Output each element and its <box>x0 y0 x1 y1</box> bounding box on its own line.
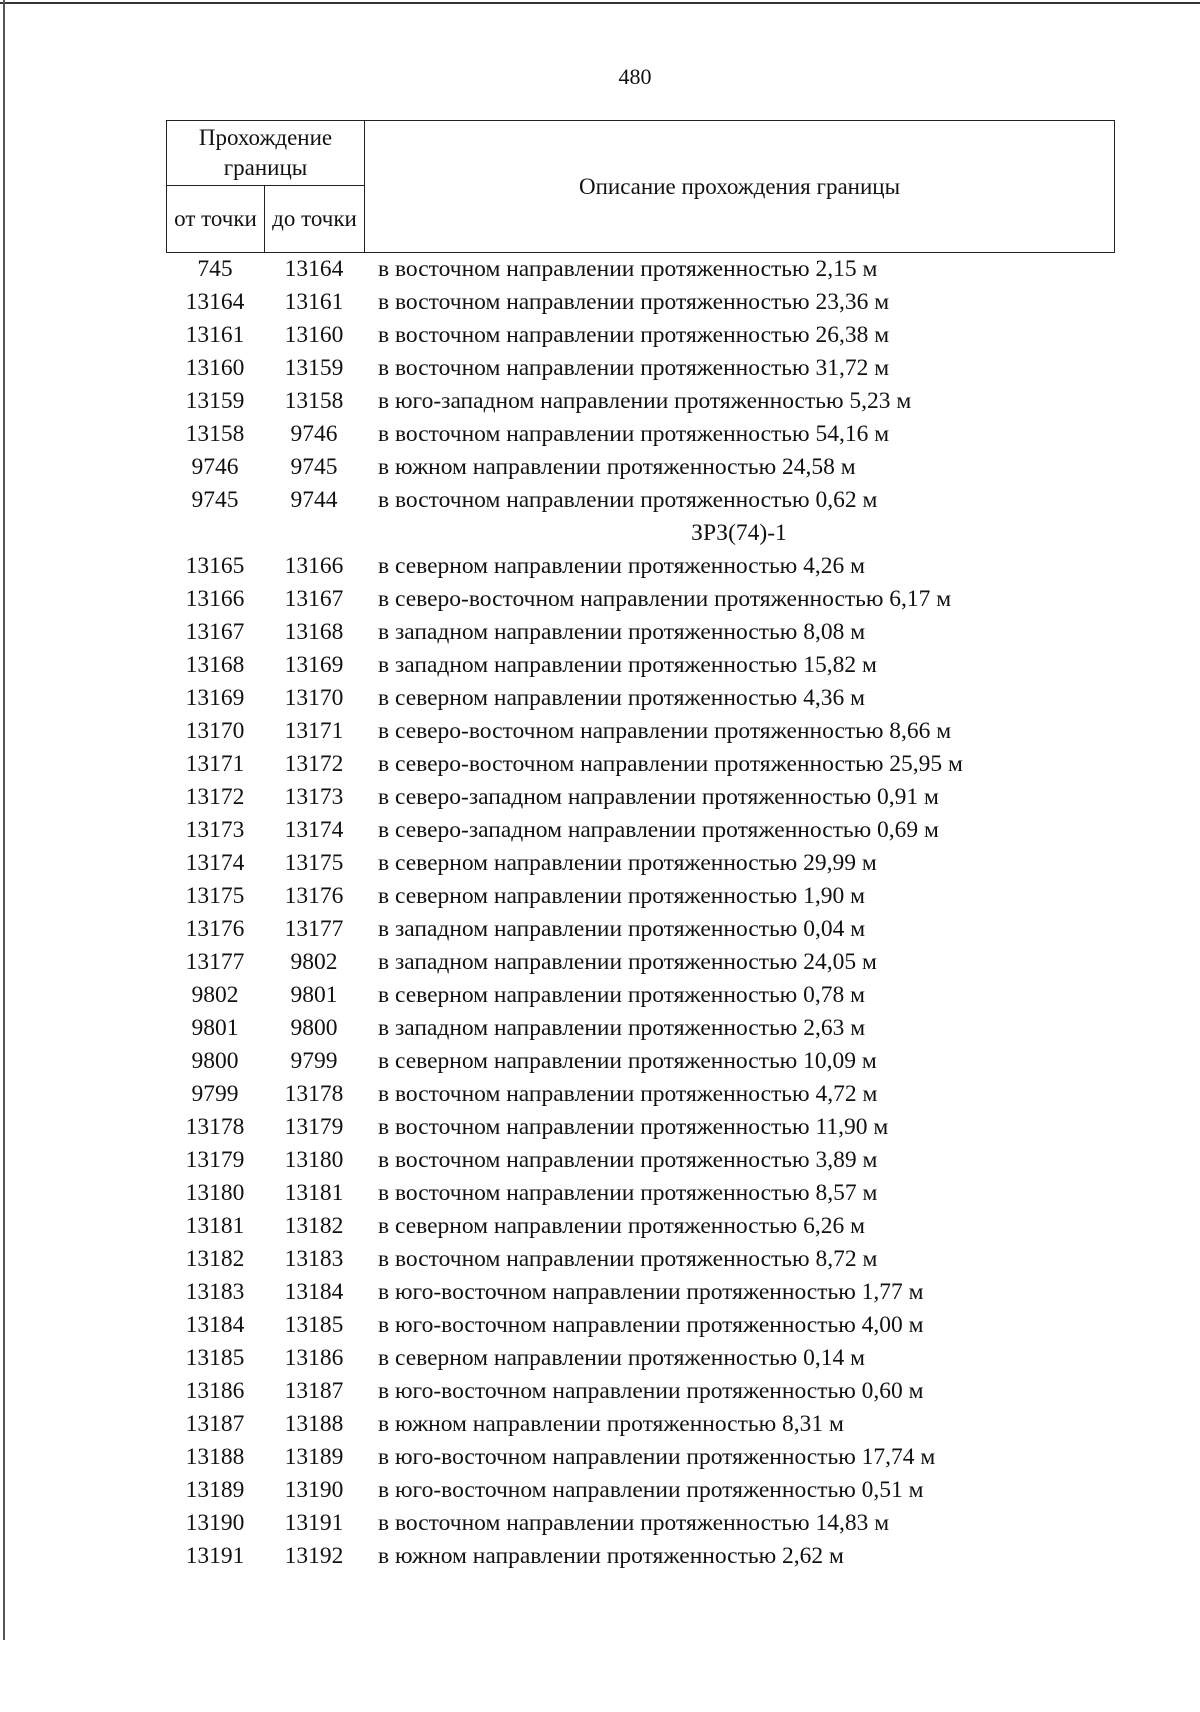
from-point: 13178 <box>185 1114 245 1140</box>
table-row <box>166 1144 1114 1177</box>
row-description: в северном направлении протяженностью 4,26 м <box>378 553 865 579</box>
from-point: 13176 <box>185 916 245 942</box>
from-point: 13180 <box>185 1180 245 1206</box>
from-point: 9799 <box>191 1081 239 1107</box>
to-point: 13173 <box>284 784 344 810</box>
to-point: 9800 <box>290 1015 338 1041</box>
to-point: 13159 <box>284 355 344 381</box>
row-description: в восточном направлении протяженностью 14,83 м <box>378 1510 890 1536</box>
table-row <box>166 1309 1114 1342</box>
table-row <box>166 583 1114 616</box>
row-description: в восточном направлении протяженностью 8,57 м <box>378 1180 878 1206</box>
to-point: 13158 <box>284 388 344 414</box>
header-description: Описание прохождения границы <box>365 121 1115 253</box>
to-point: 13176 <box>284 883 344 909</box>
row-description: в западном направлении протяженностью 2,63 м <box>378 1015 866 1041</box>
to-point: 9746 <box>290 421 338 447</box>
row-description: в северо-восточном направлении протяженностью 6,17 м <box>378 586 952 612</box>
table-row <box>166 748 1114 781</box>
to-point: 13187 <box>284 1378 344 1404</box>
row-description: в юго-восточном направлении протяженностью 1,77 м <box>378 1279 924 1305</box>
from-point: 13175 <box>185 883 245 909</box>
row-description: в северном направлении протяженностью 0,78 м <box>378 982 865 1008</box>
row-description: в северном направлении протяженностью 1,90 м <box>378 883 865 909</box>
to-point: 13168 <box>284 619 344 645</box>
from-point: 13187 <box>185 1411 245 1437</box>
from-point: 13170 <box>185 718 245 744</box>
page-number: 480 <box>618 64 652 89</box>
from-point: 9746 <box>191 454 239 480</box>
to-point: 9799 <box>290 1048 338 1074</box>
to-point: 13188 <box>284 1411 344 1437</box>
to-point: 13182 <box>284 1213 344 1239</box>
to-point: 13192 <box>284 1543 344 1569</box>
rows-part-2 <box>166 550 1114 1573</box>
table-row <box>166 1276 1114 1309</box>
table-row <box>166 1342 1114 1375</box>
to-point: 13164 <box>284 256 344 282</box>
to-point: 13171 <box>284 718 344 744</box>
from-point: 13164 <box>185 289 245 315</box>
from-point: 13179 <box>185 1147 245 1173</box>
row-description: в восточном направлении протяженностью 3,89 м <box>378 1147 878 1173</box>
from-point: 9800 <box>191 1048 239 1074</box>
from-point: 13168 <box>185 652 245 678</box>
to-point: 13179 <box>284 1114 344 1140</box>
from-point: 13174 <box>185 850 245 876</box>
table-row <box>166 253 1114 286</box>
table-header <box>166 120 1115 253</box>
to-point: 13172 <box>284 751 344 777</box>
table-row <box>166 550 1114 583</box>
to-point: 13160 <box>284 322 344 348</box>
from-point: 9745 <box>191 487 239 513</box>
from-point: 13169 <box>185 685 245 711</box>
row-description: в северном направлении протяженностью 0,14 м <box>378 1345 865 1371</box>
row-description: в юго-восточном направлении протяженностью 17,74 м <box>378 1444 936 1470</box>
row-description: в западном направлении протяженностью 24,05 м <box>378 949 877 975</box>
row-description: в северном направлении протяженностью 29,99 м <box>378 850 877 876</box>
from-point: 13184 <box>185 1312 245 1338</box>
row-description: в восточном направлении протяженностью 31,72 м <box>378 355 890 381</box>
row-description: в южном направлении протяженностью 2,62 м <box>378 1543 844 1569</box>
from-point: 13177 <box>185 949 245 975</box>
table-row <box>166 1177 1114 1210</box>
table-row <box>166 1210 1114 1243</box>
to-point: 13175 <box>284 850 344 876</box>
to-point: 13183 <box>284 1246 344 1272</box>
table-row <box>166 946 1114 979</box>
table-row <box>166 814 1114 847</box>
table-row <box>166 319 1114 352</box>
table-row <box>166 880 1114 913</box>
table-row <box>166 1045 1114 1078</box>
row-description: в юго-западном направлении протяженностью 5,23 м <box>378 388 912 414</box>
from-point: 13181 <box>185 1213 245 1239</box>
to-point: 13167 <box>284 586 344 612</box>
to-point: 9745 <box>290 454 338 480</box>
from-point: 13188 <box>185 1444 245 1470</box>
to-point: 13177 <box>284 916 344 942</box>
row-description: в восточном направлении протяженностью 0,62 м <box>378 487 878 513</box>
from-point: 13166 <box>185 586 245 612</box>
top-border-line <box>0 2 1200 4</box>
row-description: в северном направлении протяженностью 10,09 м <box>378 1048 877 1074</box>
table-row <box>166 913 1114 946</box>
row-description: в северо-восточном направлении протяженностью 25,95 м <box>378 751 963 777</box>
table-row <box>166 352 1114 385</box>
row-description: в северном направлении протяженностью 6,26 м <box>378 1213 865 1239</box>
to-point: 9744 <box>290 487 338 513</box>
table-row <box>166 979 1114 1012</box>
table-row <box>166 1408 1114 1441</box>
header-passage: Прохождение границы <box>167 121 365 186</box>
from-point: 13183 <box>185 1279 245 1305</box>
from-point: 13159 <box>185 388 245 414</box>
to-point: 13180 <box>284 1147 344 1173</box>
rows-part-1 <box>166 253 1114 517</box>
from-point: 13190 <box>185 1510 245 1536</box>
from-point: 13189 <box>185 1477 245 1503</box>
from-point: 13191 <box>185 1543 245 1569</box>
to-point: 13174 <box>284 817 344 843</box>
table-row <box>166 418 1114 451</box>
row-description: в восточном направлении протяженностью 11,90 м <box>378 1114 889 1140</box>
to-point: 13185 <box>284 1312 344 1338</box>
to-point: 13190 <box>284 1477 344 1503</box>
table-row <box>166 1474 1114 1507</box>
row-description: в восточном направлении протяженностью 4,72 м <box>378 1081 878 1107</box>
table-row <box>166 451 1114 484</box>
table-row <box>166 1012 1114 1045</box>
from-point: 13172 <box>185 784 245 810</box>
from-point: 13171 <box>185 751 245 777</box>
row-description: в западном направлении протяженностью 0,04 м <box>378 916 866 942</box>
from-point: 13160 <box>185 355 245 381</box>
row-description: в северо-западном направлении протяженностью 0,91 м <box>378 784 939 810</box>
table-row <box>166 715 1114 748</box>
to-point: 9802 <box>290 949 338 975</box>
from-point: 9802 <box>191 982 239 1008</box>
table-row <box>166 781 1114 814</box>
row-description: в восточном направлении протяженностью 26,38 м <box>378 322 890 348</box>
table-row <box>166 649 1114 682</box>
table-row <box>166 1111 1114 1144</box>
from-point: 13165 <box>185 553 245 579</box>
to-point: 13186 <box>284 1345 344 1371</box>
table-row <box>166 847 1114 880</box>
table-row <box>166 1375 1114 1408</box>
row-description: в юго-восточном направлении протяженностью 4,00 м <box>378 1312 924 1338</box>
left-border-line <box>3 0 5 1640</box>
row-description: в западном направлении протяженностью 8,08 м <box>378 619 866 645</box>
row-description: в восточном направлении протяженностью 2,15 м <box>378 256 878 282</box>
table-row <box>166 385 1114 418</box>
row-description: в юго-восточном направлении протяженностью 0,51 м <box>378 1477 924 1503</box>
row-description: в южном направлении протяженностью 24,58 м <box>378 454 856 480</box>
header-to: до точки <box>265 186 365 253</box>
table-row <box>166 1078 1114 1111</box>
row-description: в восточном направлении протяженностью 23,36 м <box>378 289 890 315</box>
boundary-rows <box>166 253 1114 1573</box>
table-row <box>166 682 1114 715</box>
to-point: 13178 <box>284 1081 344 1107</box>
table-row <box>166 1243 1114 1276</box>
row-description: в южном направлении протяженностью 8,31 м <box>378 1411 844 1437</box>
table-row <box>166 1507 1114 1540</box>
to-point: 13166 <box>284 553 344 579</box>
to-point: 13184 <box>284 1279 344 1305</box>
row-description: в северном направлении протяженностью 4,36 м <box>378 685 865 711</box>
to-point: 9801 <box>290 982 338 1008</box>
section-title: ЗРЗ(74)-1 <box>691 520 787 546</box>
table-row <box>166 1540 1114 1573</box>
from-point: 13186 <box>185 1378 245 1404</box>
from-point: 13173 <box>185 817 245 843</box>
to-point: 13191 <box>284 1510 344 1536</box>
from-point: 13182 <box>185 1246 245 1272</box>
to-point: 13181 <box>284 1180 344 1206</box>
row-description: в восточном направлении протяженностью 54,16 м <box>378 421 890 447</box>
from-point: 9801 <box>191 1015 239 1041</box>
table-row <box>166 1441 1114 1474</box>
table-row <box>166 286 1114 319</box>
to-point: 13170 <box>284 685 344 711</box>
row-description: в восточном направлении протяженностью 8,72 м <box>378 1246 878 1272</box>
row-description: в западном направлении протяженностью 15,82 м <box>378 652 877 678</box>
row-description: в северо-западном направлении протяженностью 0,69 м <box>378 817 939 843</box>
to-point: 13189 <box>284 1444 344 1470</box>
from-point: 13167 <box>185 619 245 645</box>
from-point: 13185 <box>185 1345 245 1371</box>
from-point: 13161 <box>185 322 245 348</box>
table-row <box>166 484 1114 517</box>
from-point: 13158 <box>185 421 245 447</box>
to-point: 13169 <box>284 652 344 678</box>
from-point: 745 <box>197 256 233 282</box>
row-description: в юго-восточном направлении протяженностью 0,60 м <box>378 1378 924 1404</box>
row-description: в северо-восточном направлении протяженностью 8,66 м <box>378 718 952 744</box>
to-point: 13161 <box>284 289 344 315</box>
header-from: от точки <box>167 186 265 253</box>
table-row <box>166 616 1114 649</box>
